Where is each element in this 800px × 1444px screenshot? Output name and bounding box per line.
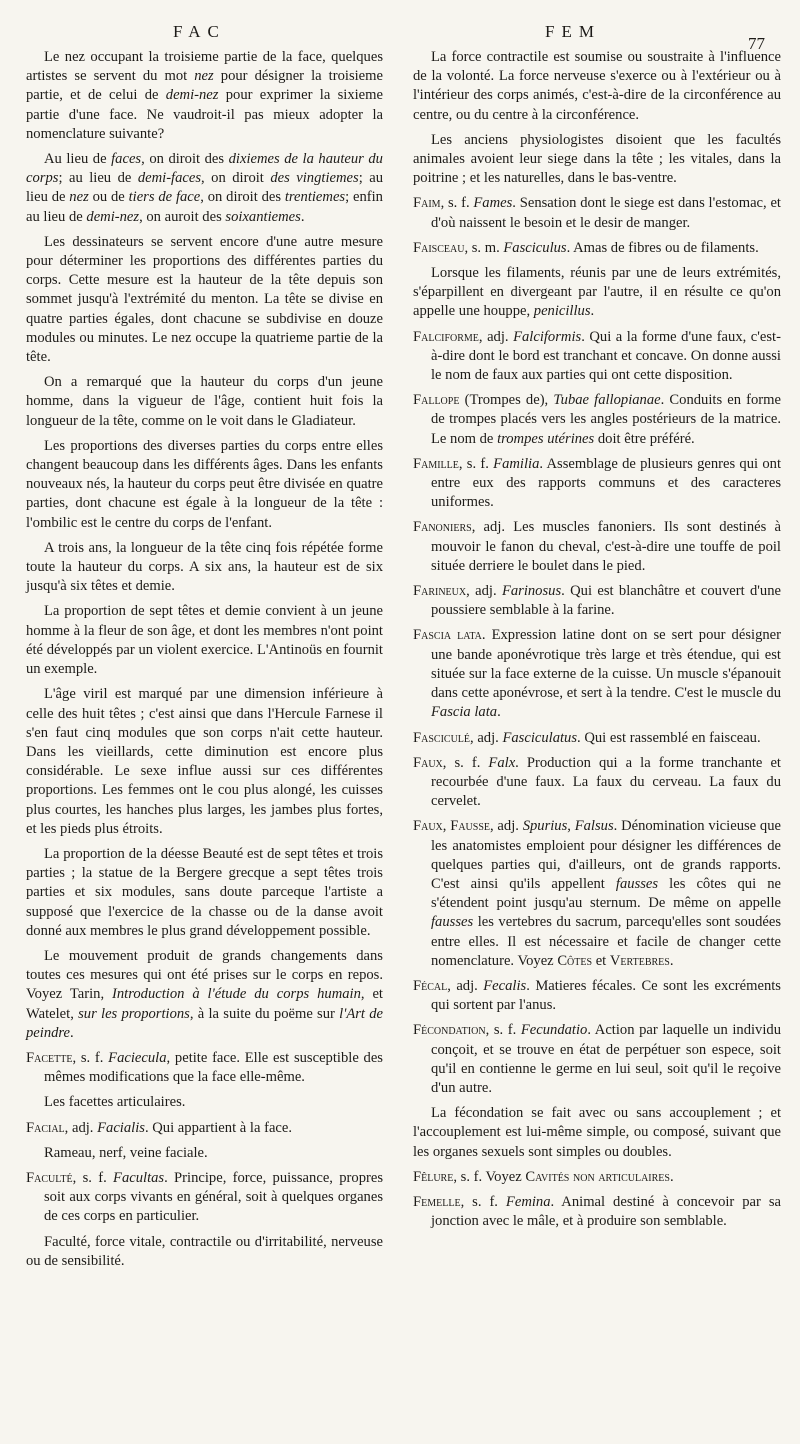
right-column bbox=[413, 48, 781, 1237]
dictionary-entry bbox=[413, 455, 781, 513]
italic-term: soixantiemes bbox=[225, 208, 301, 225]
italic-term: Farinosus bbox=[501, 583, 562, 600]
dictionary-entry bbox=[413, 977, 781, 1015]
paragraph bbox=[26, 539, 383, 597]
text-run: Faculté, force vitale, contractile ou d'irritabilité, nerveuse ou de sensibilité. bbox=[26, 1233, 383, 1269]
italic-term: trentiemes bbox=[284, 189, 346, 206]
italic-term: demi-faces bbox=[137, 170, 202, 187]
text-run: , on auroit des bbox=[139, 208, 226, 225]
dictionary-entry bbox=[413, 518, 781, 576]
text-run: . bbox=[590, 303, 595, 320]
dictionary-entry bbox=[413, 239, 781, 258]
text-run: . Matieres fécales. Ce sont les excréments qui sortent par l'anus. bbox=[431, 977, 781, 1014]
text-run: . Qui est blanchâtre et couvert d'une poussiere semblable à la farine. bbox=[431, 583, 781, 619]
left-column bbox=[26, 48, 383, 1277]
text-run: doit être préféré. bbox=[594, 430, 695, 447]
dictionary-entry bbox=[413, 391, 781, 449]
text-run: Les proportions des diverses parties du corps entre elles changent beaucoup dans les différents âges. Dans les enfants nouveaux nés, la hauteur du corps peut être divisée en quatre parties, dont chacune est égale à la longueur de la tête : l'ombilic est le centre du corps de l'enfant. bbox=[26, 437, 383, 531]
text-run: . bbox=[669, 952, 674, 969]
paragraph bbox=[26, 150, 383, 227]
italic-term: des vingtiemes bbox=[270, 170, 359, 187]
italic-term: Fecundatio bbox=[520, 1022, 588, 1039]
italic-term: Introduction à l'étude du corps humain bbox=[112, 986, 361, 1003]
text-run: ; au lieu de bbox=[26, 170, 383, 206]
headword: Fécondation bbox=[413, 1022, 486, 1039]
text-run: . Animal destiné à concevoir par sa jonction avec le mâle, et à produire son semblable. bbox=[431, 1193, 781, 1230]
text-run: La fécondation se fait avec ou sans accouplement ; et l'accouplement est lui-même simple, ou composé, suivant que les organes sexuels sont simples ou doubles. bbox=[413, 1105, 781, 1160]
dictionary-entry bbox=[413, 1168, 781, 1187]
text-run: . Qui appartient à la face. bbox=[144, 1119, 293, 1136]
headword: Farineux bbox=[413, 583, 467, 600]
text-run: Rameau, nerf, veine faciale. bbox=[44, 1144, 208, 1161]
text-run: ou de bbox=[88, 189, 129, 206]
text-run: , et Watelet, bbox=[26, 986, 383, 1022]
italic-term: Facialis bbox=[97, 1119, 145, 1136]
dictionary-entry bbox=[413, 582, 781, 620]
text-run: La force contractile est soumise ou soustraite à l'influence de la volonté. La force nerveuse s'exerce ou à l'extérieur ou à l'intérieur des corps animés, c'est-à-dire de la circonférence au centre, ou du centre à la circonférence. bbox=[413, 49, 781, 123]
text-run: . bbox=[70, 1024, 74, 1041]
text-run: , à la suite du poëme sur bbox=[189, 1005, 340, 1022]
dictionary-entry bbox=[413, 1021, 781, 1098]
dictionary-entry bbox=[26, 1169, 383, 1227]
text-run: . bbox=[497, 704, 501, 721]
headword: Faux, Fausse bbox=[413, 818, 490, 835]
text-run: les vertebres du sacrum, parcequ'elles sont soudées entre elles. Il est nécessaire et facile de changer cette nomenclature. Voyez bbox=[431, 914, 781, 969]
text-run: , s. f. Voyez bbox=[453, 1168, 526, 1185]
dictionary-entry bbox=[26, 1049, 383, 1087]
text-run: On a remarqué que la hauteur du corps d'un jeune homme, dans la vigueur de l'âge, contient huit fois la longueur de la tête, comme on le voit dans le Gladiateur. bbox=[26, 374, 383, 429]
dictionary-entry bbox=[413, 754, 781, 812]
italic-term: Falciformis bbox=[513, 328, 582, 345]
paragraph bbox=[26, 1233, 383, 1271]
text-run: . Qui est rassemblé en faisceau. bbox=[577, 729, 761, 746]
text-run: Le nez occupant la troisieme partie de la face, quelques artistes se servent du mot bbox=[26, 49, 383, 85]
text-run: Lorsque les filaments, réunis par une de leurs extrémités, s'éparpillent en divergeant par l'autre, il en résulte ce qu'on appelle une houppe, bbox=[413, 265, 781, 320]
italic-term: fausses bbox=[615, 875, 659, 892]
text-run: . Assemblage de plusieurs genres qui ont entre eux des rapports communs et des caracteres uniformes. bbox=[431, 455, 781, 511]
text-run: Au lieu de bbox=[44, 151, 112, 168]
text-run: les côtes qui ne s'étendent point jusqu'au sternum. De même on appelle bbox=[431, 875, 781, 912]
text-run: , on diroit des bbox=[141, 151, 229, 168]
dictionary-entry bbox=[413, 626, 781, 722]
headword: Famille bbox=[413, 455, 459, 472]
text-run: , s. f. bbox=[458, 455, 494, 472]
paragraph bbox=[26, 48, 383, 144]
italic-term: Femina bbox=[505, 1193, 551, 1210]
text-run: . Principe, force, puissance, propres soit aux corps vivants en général, soit à quelques organes de ces corps en particulier. bbox=[44, 1169, 384, 1225]
text-run: (Trompes de), bbox=[459, 392, 554, 409]
dictionary-entry bbox=[26, 1119, 383, 1138]
text-run: . bbox=[300, 208, 305, 225]
text-run: . Qui a la forme d'une faux, c'est-à-dire dont le bord est tranchant et concave. On donne aussi le nom de faux aux parties qui ont cette disposition. bbox=[431, 328, 781, 384]
text-run: , adj. bbox=[447, 977, 484, 994]
dictionary-entry bbox=[413, 1193, 781, 1231]
italic-term: demi-nez bbox=[86, 208, 140, 225]
text-run: Les facettes articulaires. bbox=[44, 1094, 186, 1111]
italic-term: Falsus bbox=[574, 818, 614, 835]
text-run: , adj. bbox=[64, 1119, 98, 1136]
text-run: L'âge viril est marqué par une dimension inférieure à celle des huit têtes ; c'est ainsi que dans l'Hercule Farnese il s'en faut cinq modules que son corps n'ait cette hauteur. Dans les vieillards, cette diminution est encore plus considérable. Le sexe influe aussi sur ces différentes proportions. Les femmes ont le cou plus alongé, les cuisses plus courtes, les hanches plus larges, les jambes plus fortes, et les pieds plus étroits. bbox=[26, 686, 383, 837]
italic-term: penicillus bbox=[533, 303, 591, 320]
paragraph bbox=[26, 373, 383, 431]
text-run: . Production qui a la forme tranchante et recourbée d'une faux. La faux du cerveau. La faux du cervelet. bbox=[431, 754, 781, 810]
headword: Vertebres bbox=[609, 952, 670, 969]
italic-term: Fames bbox=[473, 195, 513, 212]
headword: Falciforme bbox=[413, 328, 479, 345]
dictionary-entry bbox=[413, 729, 781, 748]
text-run: ; enfin au lieu de bbox=[26, 189, 383, 225]
text-run: , s. f. bbox=[72, 1169, 114, 1186]
paragraph bbox=[26, 437, 383, 533]
paragraph bbox=[413, 1104, 781, 1162]
italic-term: demi-nez bbox=[165, 87, 219, 104]
headword: Faculté bbox=[26, 1169, 73, 1186]
text-run: . Sensation dont le siege est dans l'estomac, et d'où naissent le besoin et le desir de manger. bbox=[431, 195, 781, 231]
italic-term: Fasciculus bbox=[503, 239, 567, 256]
italic-term: l'Art de peindre bbox=[26, 1005, 384, 1041]
headword: Fêlure bbox=[413, 1168, 454, 1185]
paragraph bbox=[26, 685, 383, 839]
text-run: , s. m. bbox=[464, 239, 504, 256]
headword: Côtes bbox=[557, 952, 593, 969]
italic-term: tiers de face bbox=[128, 189, 201, 206]
text-run: , adj. Les muscles fanoniers. Ils sont destinés à mouvoir le fanon du cheval, c'est-à-dire une touffe de poil située derriere le boulet dans le pied. bbox=[431, 519, 781, 574]
italic-term: trompes utérines bbox=[497, 430, 595, 447]
italic-term: Faciecula bbox=[108, 1049, 167, 1066]
paragraph bbox=[413, 264, 781, 322]
italic-term: nez bbox=[194, 68, 214, 85]
text-run: Les anciens physiologistes disoient que les facultés animales avoient leur siege dans la tête ; les vitales, dans la poitrine ; et les naturelles, dans le bas-ventre. bbox=[413, 131, 781, 187]
italic-term: sur les proportions bbox=[78, 1005, 190, 1022]
text-run: La proportion de la déesse Beauté est de sept têtes et trois parties ; la statue de la Bergere grecque a sept têtes trois parties et six modules, sans doute parceque l'artiste a supposé que l'exercice de la chasse ou de la danse avoit donné aux membres le plus grand développement possible. bbox=[26, 845, 383, 939]
headword: Fallope bbox=[413, 392, 460, 409]
italic-term: Fasciculatus bbox=[502, 729, 578, 746]
dictionary-entry bbox=[413, 817, 781, 971]
headword: Facial bbox=[26, 1119, 65, 1136]
headword: Femelle bbox=[413, 1193, 461, 1210]
paragraph bbox=[26, 233, 383, 367]
text-run: , adj. bbox=[490, 818, 523, 835]
text-run: pour exprimer la sixieme partie d'une face. Ne vaudroit-il pas mieux adopter la nomenclature suivante? bbox=[26, 87, 383, 142]
text-run: , s. f. bbox=[442, 754, 489, 771]
headword: Facette bbox=[26, 1049, 73, 1066]
paragraph bbox=[26, 1144, 383, 1163]
headword: Faux bbox=[413, 754, 443, 771]
text-run: , adj. bbox=[466, 583, 502, 600]
text-run: . Conduits en forme de trompes placés vers les angles postérieurs de la matrice. Le nom de bbox=[431, 392, 781, 447]
text-run: , s. f. bbox=[440, 195, 474, 212]
text-run: . Amas de fibres ou de filaments. bbox=[566, 239, 759, 256]
text-run: , s. f. bbox=[485, 1022, 521, 1039]
italic-term: Tubae fallopianae bbox=[553, 392, 661, 409]
paragraph bbox=[26, 947, 383, 1043]
italic-term: Fascia lata bbox=[431, 704, 498, 721]
headword: Faim bbox=[413, 195, 441, 212]
dictionary-entry bbox=[413, 194, 781, 232]
italic-term: faces bbox=[111, 151, 142, 168]
text-run: Le mouvement produit de grands changements dans toutes ces mesures qui ont été prises sur le corps en repos. Voyez Tarin, bbox=[26, 947, 383, 1003]
text-run: . bbox=[669, 1168, 674, 1185]
text-run: . Action par laquelle un individu conçoit, et se trouve en état de perpétuer son espece, soit qu'il en contienne le germe en lui seul, soit qu'il le reçoive d'un autre. bbox=[431, 1022, 781, 1096]
text-run: . Dénomination vicieuse que les anatomistes emploient pour désigner les différences de quelques parties qui, d'ailleurs, ont de grands rapports. C'est ainsi qu'ils appellent bbox=[431, 818, 781, 892]
italic-term: Fecalis bbox=[483, 977, 527, 994]
text-run: , bbox=[567, 818, 575, 835]
dictionary-entry bbox=[413, 328, 781, 386]
text-run: , s. f. bbox=[460, 1193, 506, 1210]
text-run: , on diroit des bbox=[200, 189, 285, 206]
text-run: , on diroit bbox=[201, 170, 271, 187]
headword: Faisceau bbox=[413, 239, 465, 256]
running-head-right: FEM bbox=[545, 22, 601, 41]
text-run: , adj. bbox=[478, 328, 514, 345]
headword: Fasciculé bbox=[413, 729, 471, 746]
italic-term: Spurius bbox=[522, 818, 568, 835]
text-run: . Expression latine dont on se sert pour désigner une bande aponévrotique très large et très étendue, qui est située sur la face externe de la cuisse. Un muscle s'épanouit dans cette aponévrose, et sert à la tendre. C'est le muscle du bbox=[431, 627, 781, 702]
headword: Fanoniers bbox=[413, 519, 472, 536]
text-run: Les dessinateurs se servent encore d'une autre mesure pour déterminer les proportions des différentes parties du corps. Cette mesure est la hauteur de la tête depuis son sommet jusqu'à l'extrémité du menton. La tête se divise en quatre parties égales, dont chacune se subdivise en douze modules ou minutes. Le nez occupe la quatrieme partie de la tête. bbox=[26, 233, 383, 366]
headword: Fécal bbox=[413, 977, 448, 994]
text-run: ; au lieu de bbox=[58, 170, 138, 187]
text-run: et bbox=[592, 952, 610, 969]
paragraph bbox=[26, 602, 383, 679]
paragraph bbox=[413, 131, 781, 189]
headword: Fascia lata bbox=[413, 627, 482, 644]
running-head-left: FAC bbox=[173, 22, 226, 41]
italic-term: dixiemes de la hauteur du corps bbox=[26, 151, 383, 187]
text-run: La proportion de sept têtes et demie convient à un jeune homme à la fleur de son âge, et dont les membres n'ont point été développés par un violent exercice. L'Antinoüs en fournit un exemple. bbox=[26, 603, 383, 678]
italic-term: Facultas bbox=[113, 1169, 165, 1186]
paragraph bbox=[413, 48, 781, 125]
italic-term: fausses bbox=[431, 914, 474, 931]
text-run: A trois ans, la longueur de la tête cinq fois répétée forme toute la hauteur du corps. A six ans, la hauteur est de six jusqu'à six têtes et demie. bbox=[26, 539, 383, 595]
text-run: , petite face. Elle est susceptible des mêmes modifications que la face elle-même. bbox=[44, 1049, 383, 1086]
italic-term: nez bbox=[69, 189, 89, 206]
paragraph bbox=[26, 1093, 383, 1112]
italic-term: Familia bbox=[493, 455, 540, 472]
text-run: , adj. bbox=[470, 729, 503, 746]
headword: Cavités non articulaires bbox=[525, 1168, 670, 1185]
italic-term: Falx bbox=[488, 754, 516, 771]
text-run: , s. f. bbox=[72, 1049, 109, 1066]
text-run: pour désigner la troisieme partie, et de celui de bbox=[26, 68, 383, 104]
paragraph bbox=[26, 845, 383, 941]
page-number: 77 bbox=[748, 34, 765, 53]
